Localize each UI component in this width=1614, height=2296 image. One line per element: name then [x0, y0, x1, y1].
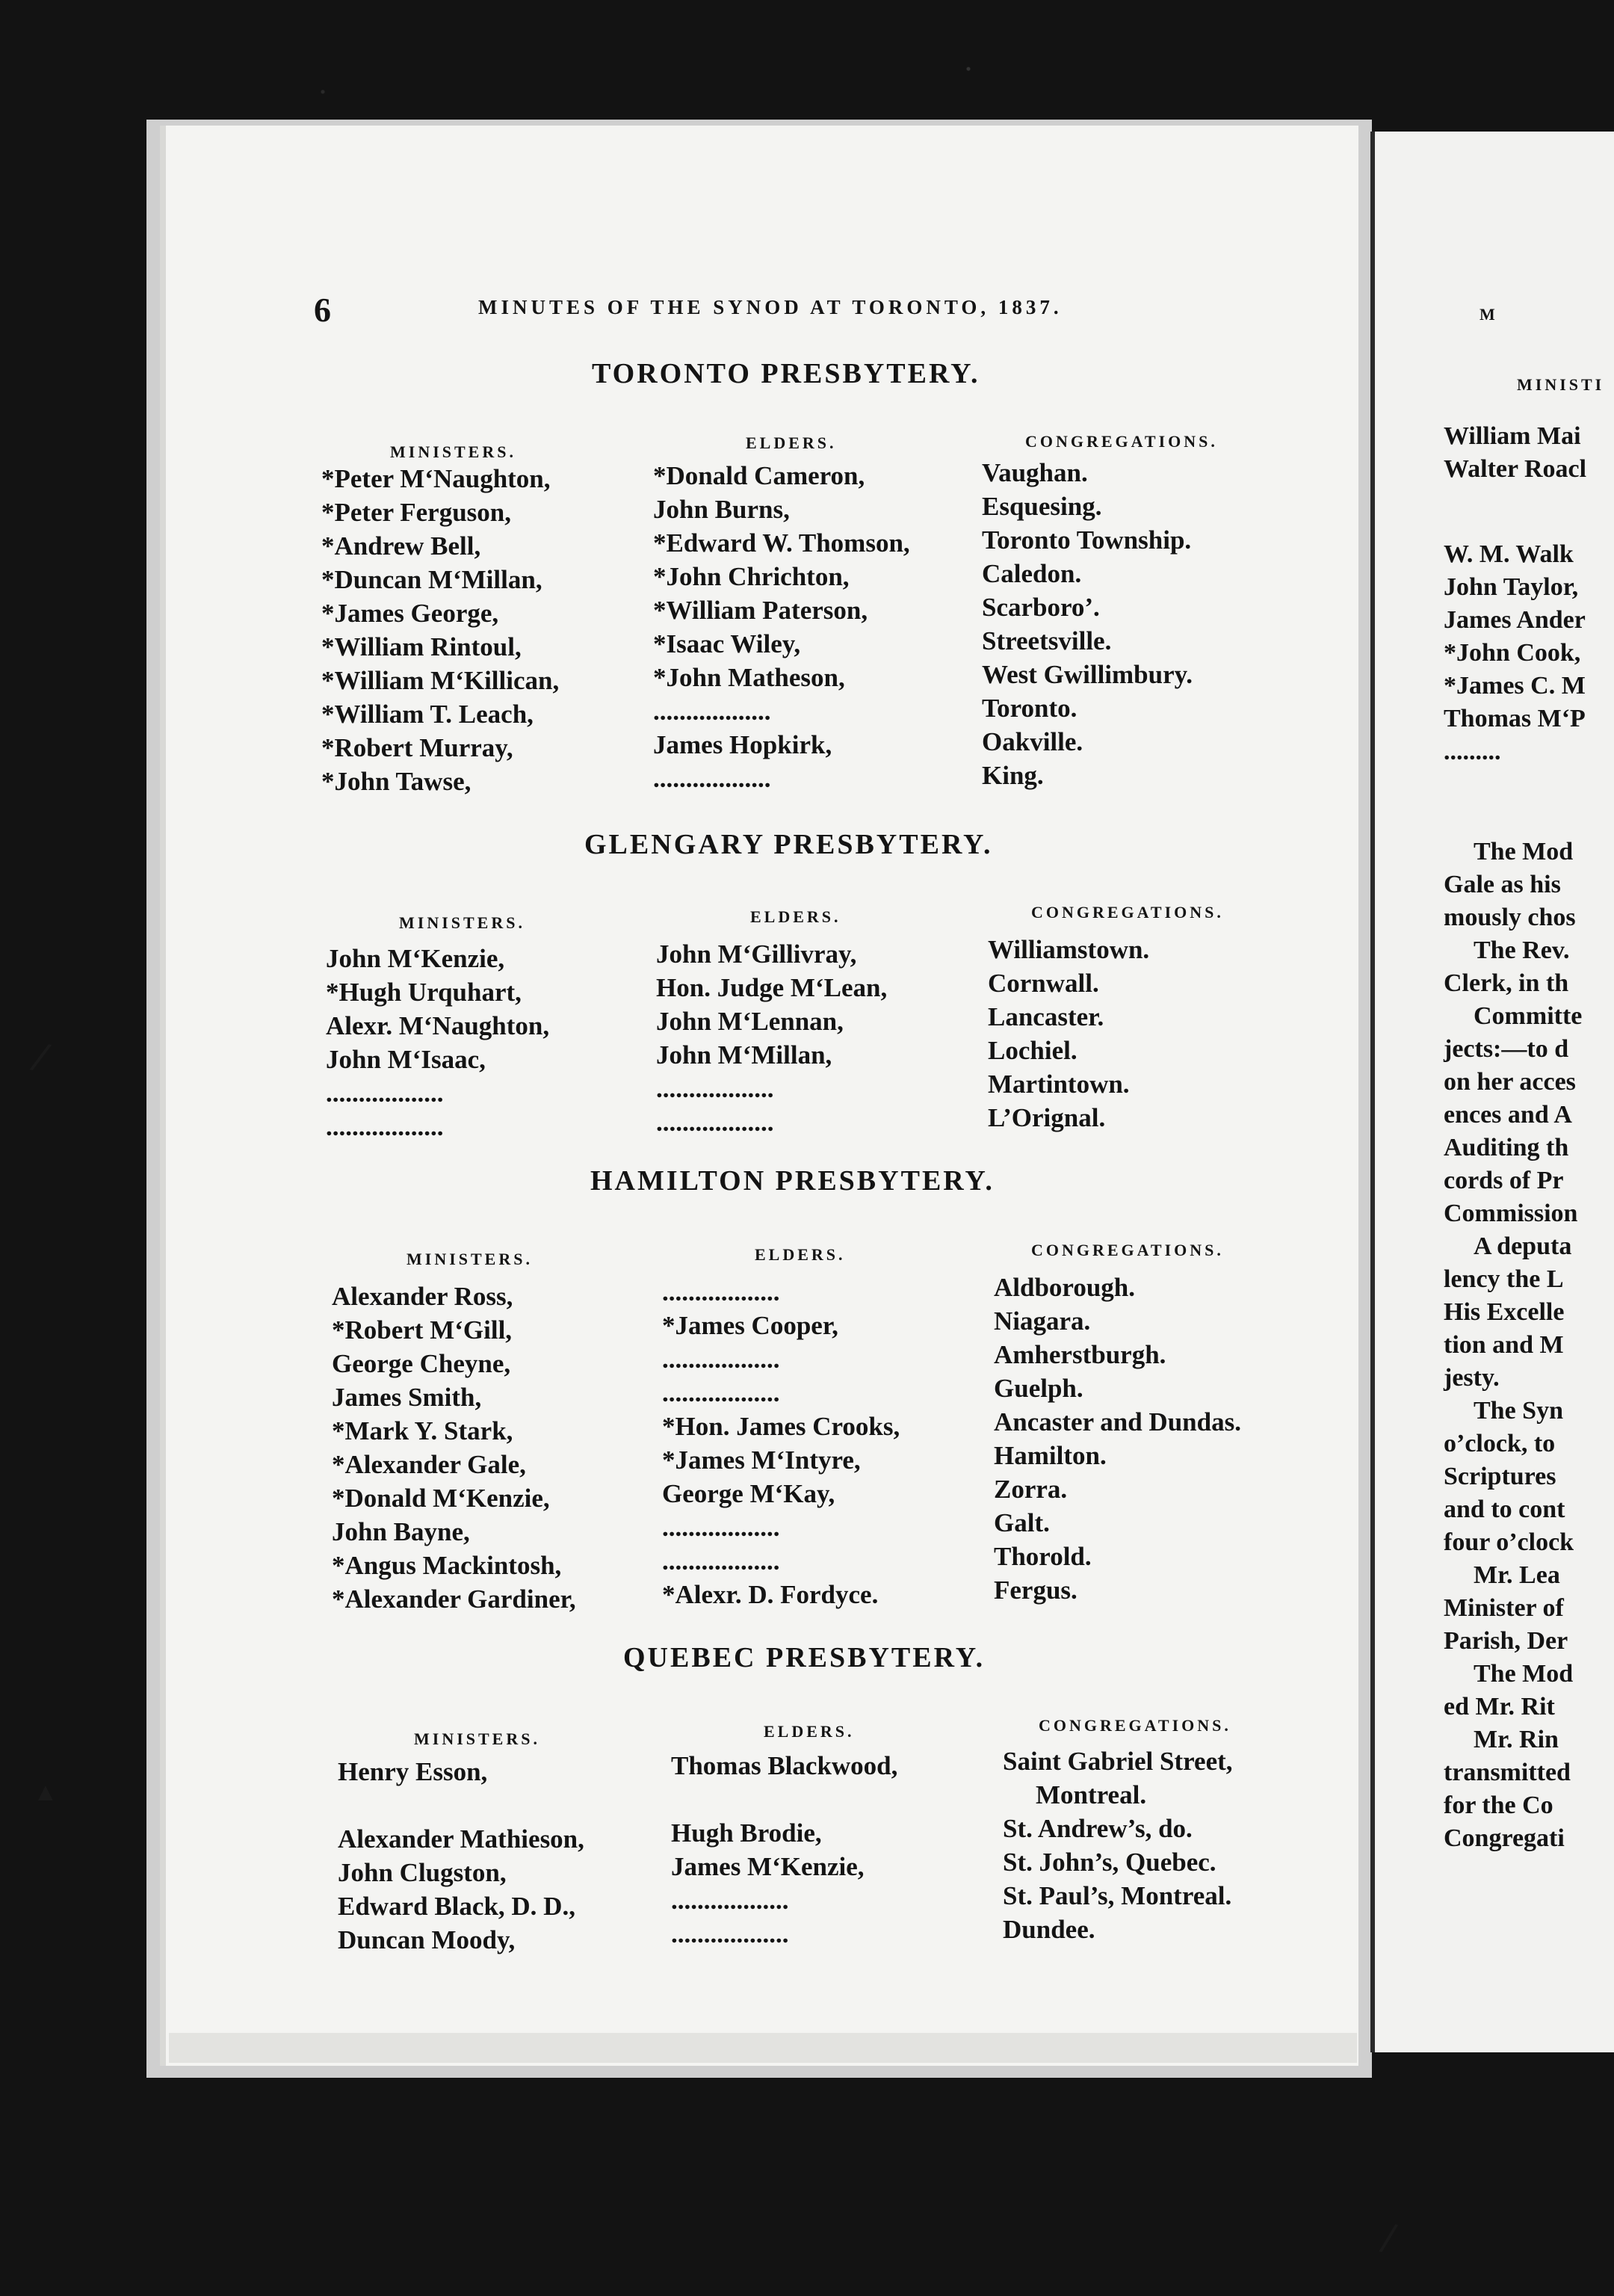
col-header-congregations: CONGREGATIONS.: [1025, 432, 1218, 451]
congregation: Toronto Township.: [982, 525, 1192, 555]
minister: Edward Black, D. D.,: [338, 1892, 575, 1921]
right-line: Parish, Der: [1444, 1627, 1568, 1655]
congregation: Williamstown.: [988, 935, 1150, 964]
right-line: lency the L: [1444, 1265, 1564, 1293]
congregation: Martintown.: [988, 1070, 1130, 1099]
elder: James M‘Kenzie,: [671, 1852, 865, 1881]
elder: ..................: [662, 1345, 780, 1374]
right-page-fragment: [1370, 132, 1614, 2052]
congregation: Thorold.: [994, 1542, 1092, 1571]
congregation: Esquesing.: [982, 492, 1102, 521]
right-line: Mr. Rin: [1474, 1726, 1559, 1753]
minister: *Mark Y. Stark,: [332, 1416, 513, 1445]
col-header-ministers: MINISTERS.: [414, 1729, 540, 1748]
elder: John M‘Gillivray,: [656, 939, 857, 969]
right-line: Thomas M‘P: [1444, 705, 1586, 732]
right-lines-mid: [1444, 538, 1586, 768]
page-number: 6: [314, 291, 331, 329]
congregation: West Gwillimbury.: [982, 660, 1193, 689]
minister: *James George,: [321, 599, 499, 628]
minister-blank: [338, 1789, 584, 1822]
section-title-toronto: TORONTO PRESBYTERY.: [592, 358, 980, 389]
margin-mark: /: [1377, 2212, 1400, 2264]
minister: *Alexander Gale,: [332, 1450, 526, 1479]
elder: ..................: [653, 697, 771, 726]
right-line: The Rev.: [1474, 936, 1570, 964]
section-title-hamilton: HAMILTON PRESBYTERY.: [590, 1165, 995, 1197]
col-header-elders: ELDERS.: [755, 1245, 846, 1264]
running-header: MINUTES OF THE SYNOD AT TORONTO, 1837.: [478, 296, 1063, 318]
elder: John M‘Millan,: [656, 1040, 832, 1070]
minister: George Cheyne,: [332, 1349, 511, 1378]
congregation: Niagara.: [994, 1306, 1091, 1336]
congregation: Ancaster and Dundas.: [994, 1407, 1241, 1436]
elder: *Edward W. Thomson,: [653, 528, 910, 558]
glengary-ministers: [326, 942, 549, 1144]
elder: *James M‘Intyre,: [662, 1445, 861, 1475]
col-header-elders: ELDERS.: [746, 433, 837, 452]
right-line: and to cont: [1444, 1496, 1565, 1523]
elder: *Hon. James Crooks,: [662, 1412, 900, 1441]
congregation: Zorra.: [994, 1475, 1068, 1504]
col-header-ministers: MINISTERS.: [406, 1250, 533, 1268]
right-line: W. M. Walk: [1444, 540, 1574, 568]
minister: John M‘Kenzie,: [326, 944, 505, 973]
minister: *Alexander Gardiner,: [332, 1584, 576, 1614]
right-line: Gale as his: [1444, 871, 1561, 898]
minister: ..................: [326, 1078, 444, 1108]
congregation: Streetsville.: [982, 626, 1112, 655]
congregation: King.: [982, 761, 1044, 790]
congregation: Lochiel.: [988, 1036, 1077, 1065]
elder: *James Cooper,: [662, 1311, 838, 1340]
congregation: Hamilton.: [994, 1441, 1107, 1470]
right-line: cords of Pr: [1444, 1167, 1564, 1194]
congregation: Montreal.: [1036, 1780, 1147, 1809]
right-line: *James C. M: [1444, 672, 1586, 700]
margin-mark: ▲: [33, 1779, 58, 1806]
toronto-elders: [653, 459, 910, 795]
col-header-ministers: MINISTERS.: [390, 442, 516, 461]
minister: *Robert M‘Gill,: [332, 1315, 513, 1345]
right-line: The Mod: [1474, 838, 1574, 865]
minister: John Bayne,: [332, 1517, 470, 1546]
elder: John Burns,: [653, 495, 790, 524]
minister: *Duncan M‘Millan,: [321, 565, 542, 594]
hamilton-congregations: [994, 1271, 1241, 1607]
quebec-elders: [671, 1749, 897, 1951]
right-line: Committe: [1474, 1002, 1583, 1030]
right-line: mously chos: [1444, 904, 1576, 931]
congregation: Cornwall.: [988, 969, 1099, 998]
section-title-quebec: QUEBEC PRESBYTERY.: [623, 1642, 986, 1673]
glengary-elders: [656, 937, 887, 1139]
right-line: .........: [1444, 738, 1501, 765]
elder: James Hopkirk,: [653, 730, 832, 759]
minister: James Smith,: [332, 1383, 482, 1412]
minister: Alexander Mathieson,: [338, 1824, 584, 1854]
right-line: The Syn: [1474, 1397, 1563, 1425]
section-title-glengary: GLENGARY PRESBYTERY.: [584, 829, 993, 860]
elder: ..................: [662, 1378, 780, 1407]
right-line: ed Mr. Rit: [1444, 1693, 1555, 1721]
minister: *Donald M‘Kenzie,: [332, 1484, 550, 1513]
elder: ..................: [662, 1513, 780, 1542]
minister: Alexr. M‘Naughton,: [326, 1011, 550, 1040]
page-bottom-edge: [169, 2033, 1357, 2063]
right-line: A deputa: [1474, 1232, 1572, 1260]
right-lines-top: [1444, 420, 1586, 486]
right-line: tion and M: [1444, 1331, 1564, 1359]
elder: *John Chrichton,: [653, 562, 850, 591]
right-line: transmitted: [1444, 1759, 1571, 1786]
right-line: Commission: [1444, 1200, 1578, 1227]
right-line: The Mod: [1474, 1660, 1574, 1688]
toronto-congregations: [982, 456, 1193, 792]
congregation: Dundee.: [1003, 1915, 1095, 1944]
minister: *Hugh Urquhart,: [326, 978, 522, 1007]
col-header-elders: ELDERS.: [750, 907, 841, 926]
hamilton-ministers: [332, 1280, 576, 1616]
minister: John Clugston,: [338, 1858, 507, 1887]
elder: Hugh Brodie,: [671, 1818, 822, 1848]
toronto-ministers: [321, 462, 559, 798]
quebec-congregations: [1003, 1744, 1233, 1946]
elder: *William Paterson,: [653, 596, 868, 625]
right-line: four o’clock: [1444, 1528, 1574, 1556]
minister: Alexander Ross,: [332, 1282, 513, 1311]
col-header-congregations: CONGREGATIONS.: [1031, 1241, 1224, 1259]
minister: Henry Esson,: [338, 1757, 488, 1786]
minister: *Peter M‘Naughton,: [321, 464, 551, 493]
elder: *Alexr. D. Fordyce.: [662, 1580, 879, 1609]
col-header-congregations: CONGREGATIONS.: [1031, 903, 1224, 922]
right-line: Minister of: [1444, 1594, 1564, 1622]
elder: George M‘Kay,: [662, 1479, 835, 1508]
elder: Hon. Judge M‘Lean,: [656, 973, 888, 1002]
glengary-congregations: [988, 933, 1149, 1135]
minister: *Angus Mackintosh,: [332, 1551, 562, 1580]
minister: ..................: [326, 1112, 444, 1141]
congregation: St. John’s, Quebec.: [1003, 1848, 1216, 1877]
elder: ..................: [662, 1277, 780, 1306]
elder: ..................: [662, 1546, 780, 1576]
congregation: Lancaster.: [988, 1002, 1104, 1031]
elder: ..................: [656, 1108, 774, 1137]
elder: ..................: [656, 1074, 774, 1103]
margin-mark: /: [27, 1031, 55, 1082]
right-line: James Ander: [1444, 606, 1586, 634]
minister: *Andrew Bell,: [321, 531, 481, 561]
col-header-congregations: CONGREGATIONS.: [1039, 1716, 1231, 1735]
right-col-header: MINISTI: [1517, 375, 1605, 394]
col-header-elders: ELDERS.: [764, 1722, 855, 1741]
congregation: Galt.: [994, 1508, 1050, 1537]
elder: *Isaac Wiley,: [653, 629, 801, 658]
minister: *William T. Leach,: [321, 700, 534, 729]
minister: John M‘Isaac,: [326, 1045, 486, 1074]
congregation: St. Andrew’s, do.: [1003, 1814, 1193, 1843]
congregation: Amherstburgh.: [994, 1340, 1166, 1369]
congregation: Aldborough.: [994, 1273, 1136, 1302]
right-line: for the Co: [1444, 1792, 1553, 1819]
right-line: John Taylor,: [1444, 573, 1579, 601]
right-running-header: M: [1480, 305, 1498, 324]
congregation: Guelph.: [994, 1374, 1083, 1403]
congregation: Toronto.: [982, 694, 1077, 723]
right-line: ences and A: [1444, 1101, 1572, 1129]
congregation: Saint Gabriel Street,: [1003, 1747, 1233, 1776]
right-line: jesty.: [1444, 1364, 1500, 1392]
congregation: Oakville.: [982, 727, 1083, 756]
congregation: L’Orignal.: [988, 1103, 1106, 1132]
minister: Duncan Moody,: [338, 1925, 516, 1954]
elder: ..................: [671, 1919, 789, 1948]
right-line: Walter Roacl: [1444, 455, 1587, 483]
right-line: jects:—to d: [1444, 1035, 1569, 1063]
right-line: Mr. Lea: [1474, 1561, 1560, 1589]
right-line: o’clock, to: [1444, 1430, 1556, 1457]
elder: ..................: [671, 1886, 789, 1915]
right-line: Auditing th: [1444, 1134, 1569, 1161]
col-header-ministers: MINISTERS.: [399, 913, 525, 932]
congregation: Scarboro’.: [982, 593, 1100, 622]
congregation: Caledon.: [982, 559, 1082, 588]
minister: *William Rintoul,: [321, 632, 522, 661]
right-line: on her acces: [1444, 1068, 1576, 1096]
minister: *Robert Murray,: [321, 733, 513, 762]
elder: ..................: [653, 764, 771, 793]
minister: *John Tawse,: [321, 767, 471, 796]
congregation: Vaughan.: [982, 458, 1088, 487]
elder: John M‘Lennan,: [656, 1007, 844, 1036]
elder: *John Matheson,: [653, 663, 845, 692]
right-line: His Excelle: [1444, 1298, 1565, 1326]
elder: *Donald Cameron,: [653, 461, 865, 490]
quebec-ministers: [338, 1755, 584, 1957]
right-line: Clerk, in th: [1444, 969, 1569, 997]
right-line: *John Cook,: [1444, 639, 1581, 667]
congregation: St. Paul’s, Montreal.: [1003, 1881, 1232, 1910]
minister: *William M‘Killican,: [321, 666, 560, 695]
right-line: William Mai: [1444, 422, 1581, 450]
congregation: Fergus.: [994, 1576, 1077, 1605]
right-body-text: [1444, 836, 1582, 1855]
right-line: Scriptures: [1444, 1463, 1556, 1490]
hamilton-elders: [662, 1275, 900, 1611]
minister: *Peter Ferguson,: [321, 498, 512, 527]
elder-blank: [671, 1783, 897, 1816]
right-line: Congregati: [1444, 1824, 1565, 1852]
elder: Thomas Blackwood,: [671, 1751, 898, 1780]
